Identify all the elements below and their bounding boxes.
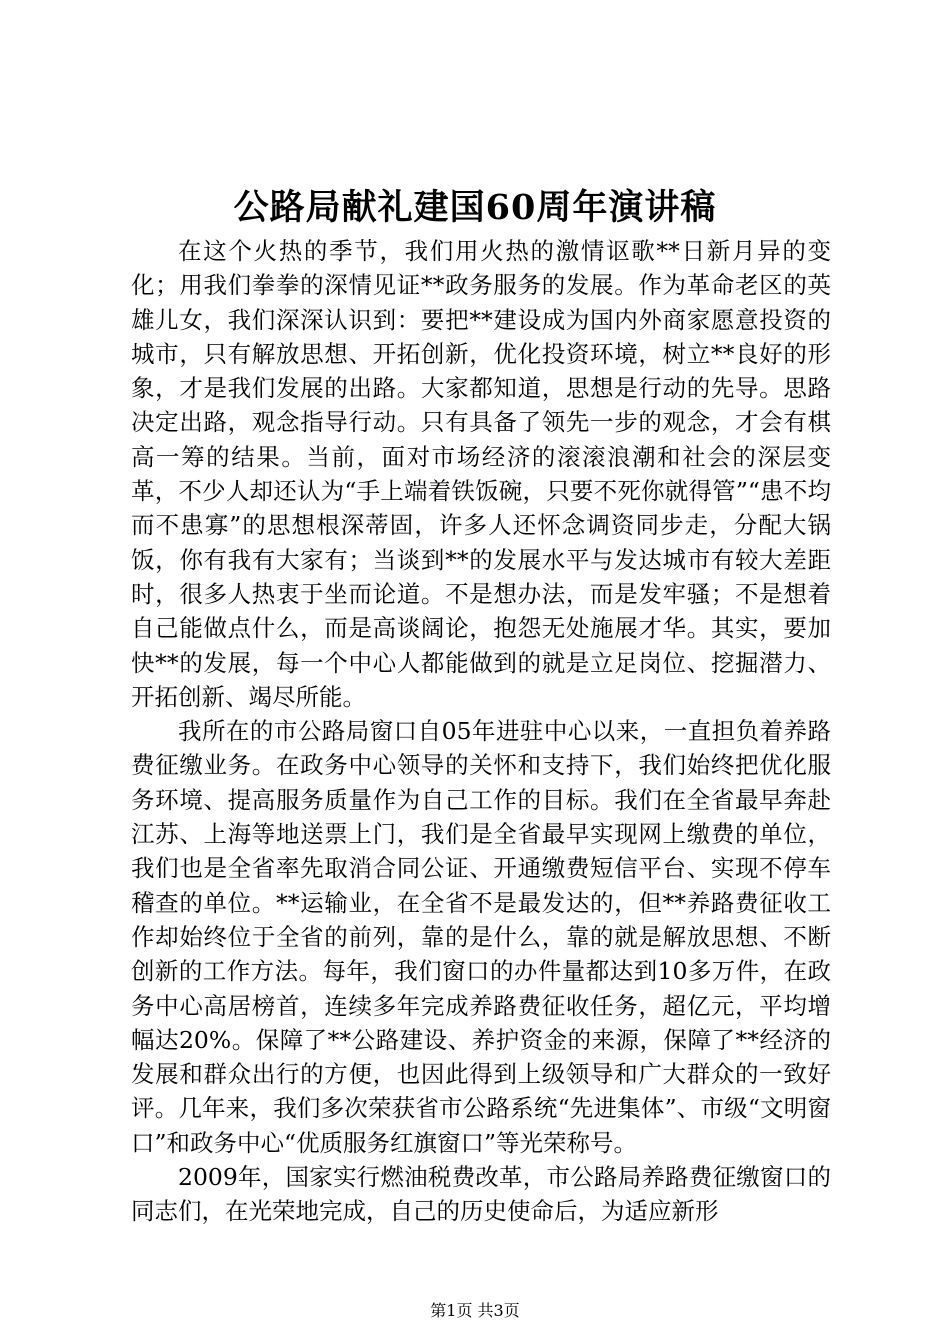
paragraph-3: 2009年，国家实行燃油税费改革，市公路局养路费征缴窗口的同志们，在光荣地完成，自己的历史使命后，为适应新形 [131, 1163, 831, 1226]
paragraph-2: 我所在的市公路局窗口自05年进驻中心以来，一直担负着养路费征缴业务。在政务中心领导的关怀和支持下，我们始终把优化服务环境、提高服务质量作为自己工作的目标。我们在全省最早奔赴江苏、上海等地送票上门，我们是全省最早实现网上缴费的单位，我们也是全省率先取消合同公证、开通缴费短信平台、实现不停车稽查的单位。**运输业，在全省不是最发达的，但**养路费征收工作却始终位于全省的前列，靠的是什么，靠的就是解放思想、不断创新的工作方法。每年，我们窗口的办件量都达到10多万件，在政务中心高居榜首，连续多年完成养路费征收任务，超亿元，平均增幅达20%。保障了**公路建设、养护资金的来源，保障了**经济的发展和群众出行的方便，也因此得到上级领导和广大群众的一致好评。几年来，我们多次荣获省市公路系统“先进集体”、市级“文明窗口”和政务中心“优质服务红旗窗口”等光荣称号。 [131, 717, 831, 1157]
document-body [131, 234, 831, 1229]
page-footer: 第1页 共3页 [430, 1301, 520, 1320]
document-title: 公路局献礼建国60周年演讲稿 [233, 187, 717, 228]
paragraph-1: 在这个火热的季节，我们用火热的激情讴歌**日新月异的变化；用我们拳拳的深情见证**政务服务的发展。作为革命老区的英雄儿女，我们深深认识到：要把**建设成为国内外商家愿意投资的城市，只有解放思想、开拓创新，优化投资环境，树立**良好的形象，才是我们发展的出路。大家都知道，思想是行动的先导。思路决定出路，观念指导行动。只有具备了领先一步的观念，才会有棋高一筹的结果。当前，面对市场经济的滚滚浪潮和社会的深层变革，不少人却还认为“手上端着铁饭碗，只要不死你就得管”“患不均而不患寡”的思想根深蒂固，许多人还怀念调资同步走，分配大锅饭，你有我有大家有；当谈到**的发展水平与发达城市有较大差距时，很多人热衷于坐而论道。不是想办法，而是发牢骚；不是想着自己能做点什么，而是高谈阔论，抱怨无处施展才华。其实，要加快**的发展，每一个中心人都能做到的就是立足岗位、挖掘潜力、开拓创新、竭尽所能。 [131, 237, 831, 711]
